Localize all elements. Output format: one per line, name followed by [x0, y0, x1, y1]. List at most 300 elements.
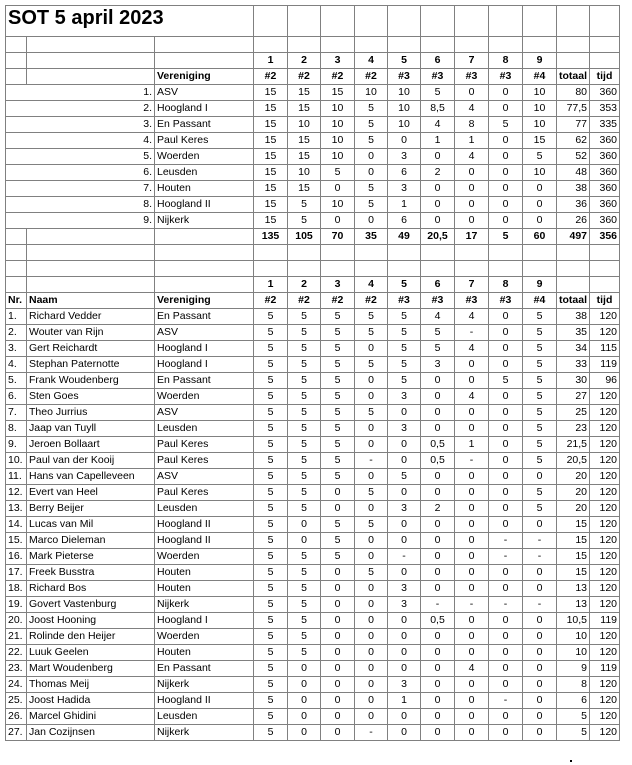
- empty-cell: [321, 261, 355, 277]
- board-label: #2: [355, 69, 388, 85]
- player-score: 0: [523, 661, 557, 677]
- team-score: 5: [321, 165, 355, 181]
- player-totaal: 15: [557, 517, 590, 533]
- board-label: #3: [489, 69, 523, 85]
- team-totaal: 36: [557, 197, 590, 213]
- player-score: 5: [321, 373, 355, 389]
- empty-cell: [421, 6, 455, 37]
- header-nr: Nr.: [6, 293, 27, 309]
- player-totaal: 10: [557, 629, 590, 645]
- team-rank: 2.: [27, 101, 155, 117]
- team-score: 0: [355, 165, 388, 181]
- round-number: 8: [489, 277, 523, 293]
- player-score: 5: [321, 469, 355, 485]
- player-score: 3: [388, 597, 421, 613]
- player-score: 5: [288, 645, 321, 661]
- player-score: 5: [254, 661, 288, 677]
- player-score: 5: [321, 325, 355, 341]
- player-tijd: 119: [590, 613, 620, 629]
- player-score: 5: [355, 405, 388, 421]
- player-club: Nijkerk: [155, 725, 254, 741]
- team-row: [6, 85, 620, 101]
- player-score: 5: [321, 533, 355, 549]
- player-tijd: 120: [590, 405, 620, 421]
- player-score: 0: [489, 325, 523, 341]
- player-score: 0: [288, 677, 321, 693]
- team-score: 0: [455, 181, 489, 197]
- empty-cell: [557, 245, 590, 261]
- player-name: Joost Hadida: [27, 693, 155, 709]
- player-score: 5: [421, 325, 455, 341]
- empty-cell: [557, 277, 590, 293]
- round-number: 3: [321, 277, 355, 293]
- player-score: -: [388, 549, 421, 565]
- player-score: 0: [489, 485, 523, 501]
- player-row: [6, 693, 620, 709]
- team-score: 4: [421, 117, 455, 133]
- player-score: 0: [523, 629, 557, 645]
- player-score: 0: [523, 581, 557, 597]
- player-score: 5: [523, 325, 557, 341]
- player-totaal: 33: [557, 357, 590, 373]
- player-score: 5: [288, 405, 321, 421]
- player-score: 0: [489, 661, 523, 677]
- player-score: 5: [288, 453, 321, 469]
- player-row: [6, 677, 620, 693]
- player-score: 5: [523, 421, 557, 437]
- team-score: 10: [288, 117, 321, 133]
- player-score: 0: [355, 469, 388, 485]
- player-score: 0: [523, 709, 557, 725]
- player-score: 5: [254, 533, 288, 549]
- player-score: 5: [489, 373, 523, 389]
- player-nr: 9.: [6, 437, 27, 453]
- team-score: 3: [388, 181, 421, 197]
- player-name: Berry Beijer: [27, 501, 155, 517]
- player-score: 0: [288, 725, 321, 741]
- round-number: 9: [523, 277, 557, 293]
- player-score: 0: [489, 517, 523, 533]
- player-score: 0: [523, 725, 557, 741]
- player-score: -: [455, 325, 489, 341]
- player-score: 5: [254, 517, 288, 533]
- player-score: 0: [455, 613, 489, 629]
- player-score: 5: [254, 421, 288, 437]
- team-score: 15: [254, 213, 288, 229]
- player-score: 0: [355, 341, 388, 357]
- player-club: Woerden: [155, 629, 254, 645]
- player-score: 5: [254, 357, 288, 373]
- team-tijd: 353: [590, 101, 620, 117]
- player-nr: 22.: [6, 645, 27, 661]
- empty-cell: [557, 6, 590, 37]
- player-nr: 23.: [6, 661, 27, 677]
- player-totaal: 5: [557, 725, 590, 741]
- player-club: ASV: [155, 469, 254, 485]
- player-score: 0: [523, 677, 557, 693]
- round-number: 5: [388, 53, 421, 69]
- player-score: 5: [254, 485, 288, 501]
- team-score: 10: [523, 85, 557, 101]
- total-score: 135: [254, 229, 288, 245]
- player-name: Thomas Meij: [27, 677, 155, 693]
- player-score: 0: [455, 533, 489, 549]
- empty-cell: [557, 261, 590, 277]
- team-totaal: 80: [557, 85, 590, 101]
- player-score: 0: [388, 565, 421, 581]
- team-tijd: 360: [590, 213, 620, 229]
- player-score: 0: [421, 517, 455, 533]
- player-score: 0: [321, 565, 355, 581]
- player-score: 0: [355, 549, 388, 565]
- player-score: 5: [288, 549, 321, 565]
- player-score: 0: [355, 373, 388, 389]
- player-name: Evert van Heel: [27, 485, 155, 501]
- player-score: 0: [355, 501, 388, 517]
- empty-cell: [388, 245, 421, 261]
- player-nr: 3.: [6, 341, 27, 357]
- player-nr: 2.: [6, 325, 27, 341]
- player-row: [6, 309, 620, 325]
- team-round-number-row: [6, 53, 620, 69]
- empty-cell: [355, 37, 388, 53]
- team-score: 0: [321, 213, 355, 229]
- empty-cell: [455, 37, 489, 53]
- player-tijd: 120: [590, 501, 620, 517]
- player-row: [6, 389, 620, 405]
- empty-cell: [590, 37, 620, 53]
- player-tijd: 120: [590, 325, 620, 341]
- empty-cell: [155, 37, 254, 53]
- player-score: 0: [421, 565, 455, 581]
- round-number: 4: [355, 277, 388, 293]
- player-score: 5: [254, 645, 288, 661]
- empty-cell: [6, 165, 27, 181]
- player-score: 0: [388, 709, 421, 725]
- total-score: 35: [355, 229, 388, 245]
- player-tijd: 120: [590, 517, 620, 533]
- team-score: 15: [254, 133, 288, 149]
- team-row: [6, 181, 620, 197]
- player-row: [6, 613, 620, 629]
- player-score: 0: [355, 581, 388, 597]
- player-score: 1: [388, 693, 421, 709]
- player-name: Freek Busstra: [27, 565, 155, 581]
- team-totaal: 77: [557, 117, 590, 133]
- player-score: 3: [388, 581, 421, 597]
- spacer-row: [6, 37, 620, 53]
- team-row: [6, 165, 620, 181]
- player-score: 5: [288, 437, 321, 453]
- player-name: Paul van der Kooij: [27, 453, 155, 469]
- team-score: 6: [388, 165, 421, 181]
- team-score: 0: [489, 149, 523, 165]
- team-club: Nijkerk: [155, 213, 254, 229]
- player-tijd: 119: [590, 661, 620, 677]
- player-score: 5: [321, 453, 355, 469]
- results-table: [5, 5, 620, 741]
- player-score: 0: [421, 693, 455, 709]
- player-row: [6, 421, 620, 437]
- board-label: #3: [421, 69, 455, 85]
- player-score: 3: [388, 421, 421, 437]
- empty-cell: [288, 261, 321, 277]
- empty-cell: [288, 245, 321, 261]
- player-score: 5: [288, 565, 321, 581]
- total-score: 20,5: [421, 229, 455, 245]
- player-score: 0: [489, 309, 523, 325]
- player-name: Gert Reichardt: [27, 341, 155, 357]
- player-tijd: 120: [590, 421, 620, 437]
- player-score: 0: [388, 517, 421, 533]
- player-nr: 27.: [6, 725, 27, 741]
- team-score: 10: [321, 197, 355, 213]
- empty-cell: [288, 37, 321, 53]
- empty-cell: [6, 85, 27, 101]
- team-score: 0: [489, 181, 523, 197]
- empty-cell: [155, 261, 254, 277]
- player-club: Nijkerk: [155, 597, 254, 613]
- total-score: 5: [489, 229, 523, 245]
- empty-cell: [155, 245, 254, 261]
- empty-cell: [388, 37, 421, 53]
- player-score: 0: [321, 645, 355, 661]
- empty-cell: [421, 261, 455, 277]
- team-tijd: 360: [590, 197, 620, 213]
- board-label: #2: [321, 69, 355, 85]
- player-score: -: [523, 549, 557, 565]
- player-score: 4: [455, 389, 489, 405]
- player-club: Paul Keres: [155, 437, 254, 453]
- player-score: 3: [421, 357, 455, 373]
- team-club: Paul Keres: [155, 133, 254, 149]
- board-label: #3: [455, 69, 489, 85]
- empty-cell: [388, 6, 421, 37]
- player-club: Paul Keres: [155, 453, 254, 469]
- team-score: 10: [523, 117, 557, 133]
- player-score: -: [489, 693, 523, 709]
- player-score: 0: [421, 629, 455, 645]
- board-label: #2: [288, 69, 321, 85]
- player-tijd: 120: [590, 389, 620, 405]
- player-score: 5: [321, 309, 355, 325]
- empty-cell: [27, 37, 155, 53]
- player-totaal: 21,5: [557, 437, 590, 453]
- board-label: #4: [523, 293, 557, 309]
- player-score: 5: [254, 629, 288, 645]
- round-number: 9: [523, 53, 557, 69]
- player-score: 5: [523, 373, 557, 389]
- team-score: 0: [421, 213, 455, 229]
- empty-cell: [27, 69, 155, 85]
- player-score: 0: [421, 661, 455, 677]
- empty-cell: [523, 37, 557, 53]
- player-score: 5: [523, 405, 557, 421]
- player-club: Leusden: [155, 421, 254, 437]
- player-tijd: 119: [590, 357, 620, 373]
- empty-cell: [155, 53, 254, 69]
- team-score: 3: [388, 149, 421, 165]
- empty-cell: [421, 245, 455, 261]
- player-name: Joost Hooning: [27, 613, 155, 629]
- player-score: 0: [388, 645, 421, 661]
- team-totals-row: [6, 229, 620, 245]
- player-score: 0,5: [421, 613, 455, 629]
- player-club: Leusden: [155, 709, 254, 725]
- round-number: 5: [388, 277, 421, 293]
- player-score: 5: [288, 389, 321, 405]
- player-name: Govert Vastenburg: [27, 597, 155, 613]
- player-score: 0: [355, 709, 388, 725]
- board-label: #3: [388, 69, 421, 85]
- player-row: [6, 725, 620, 741]
- player-score: -: [489, 549, 523, 565]
- player-score: 0: [523, 469, 557, 485]
- player-row: [6, 501, 620, 517]
- player-score: 0: [355, 645, 388, 661]
- player-score: 4: [455, 661, 489, 677]
- title-row: [6, 6, 620, 37]
- player-nr: 19.: [6, 597, 27, 613]
- team-row: [6, 197, 620, 213]
- player-score: 0: [489, 677, 523, 693]
- player-score: 0: [321, 629, 355, 645]
- player-nr: 8.: [6, 421, 27, 437]
- player-score: 5: [321, 405, 355, 421]
- team-score: 5: [355, 117, 388, 133]
- total-score: 60: [523, 229, 557, 245]
- player-row: [6, 341, 620, 357]
- player-score: 5: [388, 357, 421, 373]
- player-score: 0: [321, 613, 355, 629]
- empty-cell: [321, 6, 355, 37]
- player-row: [6, 453, 620, 469]
- player-tijd: 120: [590, 469, 620, 485]
- player-score: 5: [288, 373, 321, 389]
- team-score: 10: [388, 101, 421, 117]
- team-tijd: 360: [590, 85, 620, 101]
- player-score: 5: [254, 437, 288, 453]
- player-score: 0: [489, 565, 523, 581]
- team-score: 5: [421, 85, 455, 101]
- player-club: En Passant: [155, 661, 254, 677]
- player-score: 0: [421, 549, 455, 565]
- team-score: 4: [455, 149, 489, 165]
- team-totaal: 77,5: [557, 101, 590, 117]
- round-number: 3: [321, 53, 355, 69]
- player-name: Jeroen Bollaart: [27, 437, 155, 453]
- player-score: -: [523, 533, 557, 549]
- player-score: 5: [254, 453, 288, 469]
- player-score: 5: [254, 549, 288, 565]
- player-tijd: 120: [590, 645, 620, 661]
- player-totaal: 25: [557, 405, 590, 421]
- team-totaal: 26: [557, 213, 590, 229]
- team-score: 10: [321, 101, 355, 117]
- team-score: 10: [523, 165, 557, 181]
- empty-cell: [455, 245, 489, 261]
- player-score: 5: [355, 309, 388, 325]
- team-club: Hoogland I: [155, 101, 254, 117]
- team-score: 5: [355, 181, 388, 197]
- team-score: 10: [321, 117, 355, 133]
- team-score: 0: [489, 133, 523, 149]
- round-number: 1: [254, 277, 288, 293]
- team-score: 6: [388, 213, 421, 229]
- empty-cell: [590, 245, 620, 261]
- player-score: 5: [388, 341, 421, 357]
- player-tijd: 120: [590, 581, 620, 597]
- team-score: 0: [355, 149, 388, 165]
- player-score: 5: [288, 357, 321, 373]
- team-score: 1: [455, 133, 489, 149]
- empty-cell: [6, 261, 27, 277]
- empty-cell: [489, 245, 523, 261]
- empty-cell: [321, 245, 355, 261]
- player-score: 0: [489, 421, 523, 437]
- player-score: 3: [388, 501, 421, 517]
- player-nr: 7.: [6, 405, 27, 421]
- player-score: 0: [355, 661, 388, 677]
- team-score: 10: [321, 133, 355, 149]
- player-score: 2: [421, 501, 455, 517]
- header-tijd: tijd: [590, 293, 620, 309]
- team-totaal: 38: [557, 181, 590, 197]
- team-score: 15: [254, 117, 288, 133]
- player-score: 5: [355, 485, 388, 501]
- team-score: 15: [254, 85, 288, 101]
- team-row: [6, 133, 620, 149]
- player-score: 0: [455, 629, 489, 645]
- player-score: 0: [489, 453, 523, 469]
- player-nr: 11.: [6, 469, 27, 485]
- player-score: 5: [388, 325, 421, 341]
- team-score: 5: [355, 197, 388, 213]
- team-tijd: 360: [590, 165, 620, 181]
- player-score: 0: [489, 389, 523, 405]
- empty-cell: [254, 37, 288, 53]
- player-score: 0: [388, 405, 421, 421]
- team-score: 15: [254, 149, 288, 165]
- player-score: 0: [288, 693, 321, 709]
- player-row: [6, 549, 620, 565]
- player-score: 5: [355, 517, 388, 533]
- player-score: 5: [254, 581, 288, 597]
- player-score: 0: [421, 373, 455, 389]
- player-totaal: 6: [557, 693, 590, 709]
- player-score: 0: [421, 405, 455, 421]
- player-score: 0: [355, 533, 388, 549]
- team-row: [6, 213, 620, 229]
- player-totaal: 15: [557, 549, 590, 565]
- board-label: #3: [388, 293, 421, 309]
- player-score: 5: [523, 357, 557, 373]
- player-nr: 4.: [6, 357, 27, 373]
- player-tijd: 120: [590, 677, 620, 693]
- player-row: [6, 357, 620, 373]
- empty-cell: [6, 213, 27, 229]
- player-score: 0: [455, 725, 489, 741]
- player-tijd: 120: [590, 549, 620, 565]
- empty-cell: [455, 261, 489, 277]
- team-score: 5: [288, 197, 321, 213]
- team-score: 15: [254, 181, 288, 197]
- player-name: Frank Woudenberg: [27, 373, 155, 389]
- player-score: 0: [455, 405, 489, 421]
- player-score: 0: [321, 485, 355, 501]
- player-totaal: 35: [557, 325, 590, 341]
- team-score: 10: [388, 117, 421, 133]
